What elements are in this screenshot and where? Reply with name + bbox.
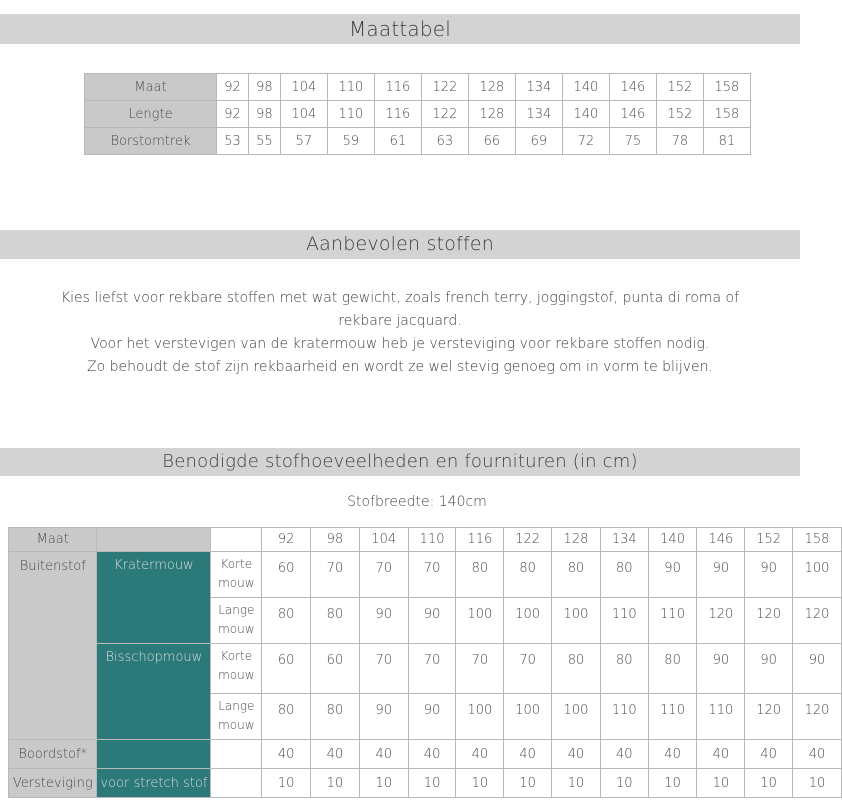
size-value-cell: 59 bbox=[327, 128, 374, 155]
size-header-cell: 158 bbox=[793, 528, 842, 552]
amount-cell: 10 bbox=[456, 769, 504, 798]
lange-mouw-label: Lange mouw bbox=[211, 694, 262, 740]
amount-cell: 90 bbox=[745, 644, 793, 694]
amount-cell: 80 bbox=[262, 694, 311, 740]
row-label: Borstomtrek bbox=[85, 128, 217, 155]
size-value-cell: 134 bbox=[515, 74, 562, 101]
amount-cell: 100 bbox=[552, 694, 601, 740]
size-header-cell: 122 bbox=[504, 528, 552, 552]
size-value-cell: 152 bbox=[656, 74, 703, 101]
amount-cell: 100 bbox=[456, 598, 504, 644]
amount-cell: 100 bbox=[504, 598, 552, 644]
size-value-cell: 81 bbox=[703, 128, 750, 155]
size-value-cell: 128 bbox=[468, 101, 515, 128]
size-value-cell: 72 bbox=[562, 128, 609, 155]
size-value-cell: 57 bbox=[280, 128, 327, 155]
table-row bbox=[9, 769, 842, 798]
size-value-cell: 110 bbox=[327, 101, 374, 128]
size-value-cell: 128 bbox=[468, 74, 515, 101]
buitenstof-label: Buitenstof bbox=[9, 552, 97, 740]
size-chart-row bbox=[85, 101, 751, 128]
size-value-cell: 122 bbox=[421, 74, 468, 101]
amount-cell: 40 bbox=[552, 740, 601, 769]
fabric-width-note: Stofbreedte: 140cm bbox=[347, 494, 487, 510]
size-value-cell: 104 bbox=[280, 74, 327, 101]
amount-cell: 10 bbox=[311, 769, 360, 798]
amount-cell: 10 bbox=[408, 769, 456, 798]
size-header-cell: 110 bbox=[408, 528, 456, 552]
size-value-cell: 110 bbox=[327, 74, 374, 101]
amount-cell: 40 bbox=[408, 740, 456, 769]
amount-cell: 40 bbox=[504, 740, 552, 769]
amount-cell: 40 bbox=[456, 740, 504, 769]
amount-cell: 90 bbox=[648, 552, 697, 598]
amount-cell: 110 bbox=[697, 694, 745, 740]
amount-cell: 90 bbox=[793, 644, 842, 694]
maat-header-cell: Maat bbox=[9, 528, 97, 552]
section-title-fabric-amounts: Benodigde stofhoeveelheden en fournituren (in cm) bbox=[0, 448, 800, 476]
size-header-cell: 98 bbox=[311, 528, 360, 552]
amount-cell: 40 bbox=[697, 740, 745, 769]
size-value-cell: 63 bbox=[421, 128, 468, 155]
amount-cell: 40 bbox=[262, 740, 311, 769]
size-value-cell: 152 bbox=[656, 101, 703, 128]
boordstof-label: Boordstof* bbox=[9, 740, 97, 769]
amount-cell: 120 bbox=[697, 598, 745, 644]
size-value-cell: 158 bbox=[703, 101, 750, 128]
amount-cell: 80 bbox=[311, 598, 360, 644]
recommended-fabrics-text bbox=[40, 287, 760, 379]
lange-mouw-label: Lange mouw bbox=[211, 598, 262, 644]
size-value-cell: 104 bbox=[280, 101, 327, 128]
size-value-cell: 116 bbox=[374, 74, 421, 101]
amount-cell: 70 bbox=[408, 644, 456, 694]
amount-cell: 80 bbox=[648, 644, 697, 694]
amount-cell: 90 bbox=[359, 598, 408, 644]
amount-cell: 100 bbox=[552, 598, 601, 644]
amount-cell: 10 bbox=[793, 769, 842, 798]
versteviging-label: Versteviging bbox=[9, 769, 97, 798]
recommended-paragraph: Kies liefst voor rekbare stoffen met wat gewicht, zoals french terry, joggingstof, punta di roma of rekbare jacquard. bbox=[60, 290, 740, 329]
amount-cell: 110 bbox=[648, 598, 697, 644]
amount-cell: 70 bbox=[359, 552, 408, 598]
amount-cell: 80 bbox=[552, 552, 601, 598]
amount-cell: 60 bbox=[262, 552, 311, 598]
size-header-cell: 128 bbox=[552, 528, 601, 552]
recommended-paragraph: Zo behoudt de stof zijn rekbaarheid en wordt ze wel stevig genoeg om in vorm te blijven. bbox=[87, 359, 713, 375]
teal-empty-cell bbox=[97, 740, 211, 769]
amount-cell: 10 bbox=[697, 769, 745, 798]
amount-cell: 100 bbox=[456, 694, 504, 740]
amount-cell: 120 bbox=[745, 694, 793, 740]
amount-cell: 90 bbox=[697, 552, 745, 598]
amount-cell: 70 bbox=[359, 644, 408, 694]
amount-cell: 40 bbox=[600, 740, 648, 769]
amount-cell: 70 bbox=[311, 552, 360, 598]
size-header-cell: 152 bbox=[745, 528, 793, 552]
amount-cell: 110 bbox=[600, 598, 648, 644]
amount-cell: 40 bbox=[359, 740, 408, 769]
amount-cell: 10 bbox=[600, 769, 648, 798]
amount-cell: 100 bbox=[504, 694, 552, 740]
amount-cell: 80 bbox=[311, 694, 360, 740]
amount-cell: 110 bbox=[648, 694, 697, 740]
amount-cell: 90 bbox=[697, 644, 745, 694]
amount-cell: 60 bbox=[262, 644, 311, 694]
size-header-cell: 92 bbox=[262, 528, 311, 552]
amount-cell: 40 bbox=[793, 740, 842, 769]
size-value-cell: 146 bbox=[609, 101, 656, 128]
amount-cell: 90 bbox=[408, 694, 456, 740]
amount-cell: 10 bbox=[262, 769, 311, 798]
size-header-cell: 134 bbox=[600, 528, 648, 552]
kratermouw-label: Kratermouw bbox=[97, 552, 211, 644]
amount-cell: 80 bbox=[456, 552, 504, 598]
amount-cell: 80 bbox=[504, 552, 552, 598]
size-value-cell: 158 bbox=[703, 74, 750, 101]
korte-mouw-label: Korte mouw bbox=[211, 644, 262, 694]
table-row bbox=[9, 740, 842, 769]
size-value-cell: 146 bbox=[609, 74, 656, 101]
amount-cell: 10 bbox=[359, 769, 408, 798]
size-value-cell: 78 bbox=[656, 128, 703, 155]
size-value-cell: 69 bbox=[515, 128, 562, 155]
size-header-cell: 140 bbox=[648, 528, 697, 552]
size-value-cell: 61 bbox=[374, 128, 421, 155]
header-empty-cell bbox=[211, 528, 262, 552]
amount-cell: 120 bbox=[745, 598, 793, 644]
section-title-recommended-fabrics: Aanbevolen stoffen bbox=[0, 230, 800, 259]
size-value-cell: 92 bbox=[217, 74, 249, 101]
size-value-cell: 140 bbox=[562, 74, 609, 101]
amount-cell: 70 bbox=[456, 644, 504, 694]
size-header-cell: 116 bbox=[456, 528, 504, 552]
amount-cell: 90 bbox=[408, 598, 456, 644]
size-value-cell: 140 bbox=[562, 101, 609, 128]
amount-cell: 110 bbox=[600, 694, 648, 740]
amount-cell: 80 bbox=[600, 552, 648, 598]
amount-cell: 80 bbox=[600, 644, 648, 694]
size-value-cell: 98 bbox=[248, 74, 280, 101]
size-header-cell: 104 bbox=[359, 528, 408, 552]
amount-cell: 120 bbox=[793, 598, 842, 644]
fabric-amount-table bbox=[8, 527, 842, 798]
table-row bbox=[9, 552, 842, 598]
amount-cell: 40 bbox=[648, 740, 697, 769]
size-value-cell: 92 bbox=[217, 101, 249, 128]
row-label: Maat bbox=[85, 74, 217, 101]
size-header-cell: 146 bbox=[697, 528, 745, 552]
size-value-cell: 66 bbox=[468, 128, 515, 155]
amount-cell: 80 bbox=[552, 644, 601, 694]
amount-cell: 80 bbox=[262, 598, 311, 644]
amount-cell: 90 bbox=[359, 694, 408, 740]
amount-cell: 120 bbox=[793, 694, 842, 740]
korte-mouw-label: Korte mouw bbox=[211, 552, 262, 598]
versteviging-sublabel: voor stretch stof bbox=[97, 769, 211, 798]
amount-cell: 40 bbox=[745, 740, 793, 769]
size-chart-table bbox=[84, 73, 751, 155]
amount-cell: 100 bbox=[793, 552, 842, 598]
amount-cell: 90 bbox=[745, 552, 793, 598]
size-value-cell: 122 bbox=[421, 101, 468, 128]
amount-cell: 70 bbox=[504, 644, 552, 694]
size-value-cell: 98 bbox=[248, 101, 280, 128]
section-title-size-chart: Maattabel bbox=[0, 14, 800, 44]
amount-cell: 10 bbox=[648, 769, 697, 798]
amount-cell: 10 bbox=[504, 769, 552, 798]
empty-cell bbox=[211, 769, 262, 798]
amount-cell: 70 bbox=[408, 552, 456, 598]
size-value-cell: 134 bbox=[515, 101, 562, 128]
table-header-row bbox=[9, 528, 842, 552]
size-chart-row bbox=[85, 128, 751, 155]
size-value-cell: 75 bbox=[609, 128, 656, 155]
bisschopmouw-label: Bisschopmouw bbox=[97, 644, 211, 740]
size-value-cell: 53 bbox=[217, 128, 249, 155]
size-value-cell: 116 bbox=[374, 101, 421, 128]
table-row bbox=[9, 644, 842, 694]
amount-cell: 10 bbox=[552, 769, 601, 798]
size-chart-row bbox=[85, 74, 751, 101]
amount-cell: 40 bbox=[311, 740, 360, 769]
empty-cell bbox=[211, 740, 262, 769]
row-label: Lengte bbox=[85, 101, 217, 128]
recommended-paragraph: Voor het verstevigen van de kratermouw heb je versteviging voor rekbare stoffen nodig. bbox=[90, 336, 710, 352]
header-empty-cell bbox=[97, 528, 211, 552]
size-value-cell: 55 bbox=[248, 128, 280, 155]
amount-cell: 60 bbox=[311, 644, 360, 694]
amount-cell: 10 bbox=[745, 769, 793, 798]
